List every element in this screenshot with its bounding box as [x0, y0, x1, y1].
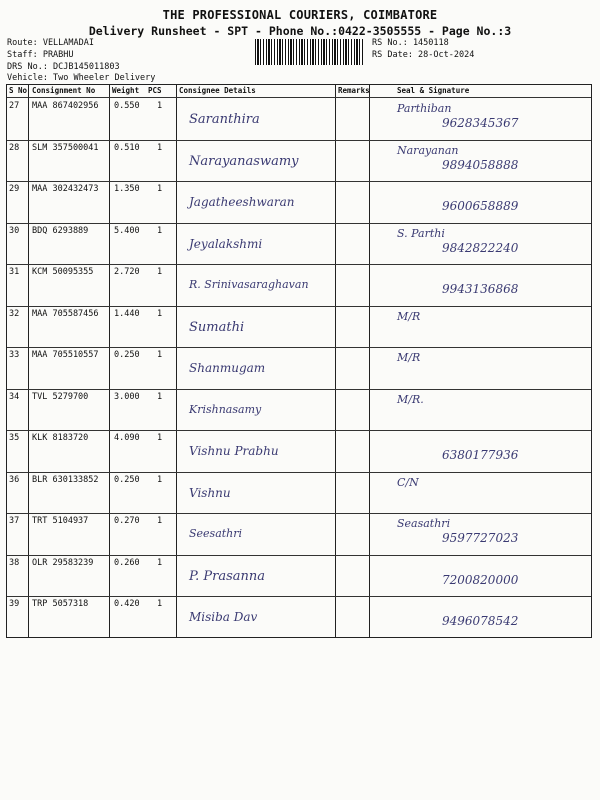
col-remarks-header: Remarks	[338, 86, 370, 95]
weight-value: 1.440	[114, 308, 140, 319]
receiver-phone-handwriting: 6380177936	[442, 448, 519, 462]
weight-value: 0.550	[114, 101, 140, 111]
col-consignee-header: Consignee Details	[179, 86, 256, 95]
consignee-handwriting: Shanmugam	[189, 361, 266, 375]
seal-signature-handwriting: Seasathri	[397, 517, 451, 530]
pieces-count: 1	[157, 599, 163, 609]
rs-date: RS Date: 28-Oct-2024	[372, 50, 475, 60]
weight-value: 4.090	[114, 433, 140, 443]
consignment-number: MAA 705587456	[32, 308, 99, 319]
consignment-number: TVL 5279700	[32, 391, 89, 402]
consignee-handwriting: Seesathri	[189, 527, 243, 540]
pieces-count: 1	[157, 101, 163, 111]
consignee-handwriting: Vishnu Prabhu	[189, 444, 279, 458]
row-serial-number: 37	[9, 516, 20, 526]
consignment-number: BLR 630133852	[32, 474, 99, 485]
consignee-handwriting: Narayanaswamy	[189, 153, 299, 169]
row-divider	[7, 347, 591, 348]
row-divider	[7, 389, 591, 390]
row-serial-number: 38	[9, 557, 20, 568]
row-serial-number: 29	[9, 184, 20, 194]
row-serial-number: 35	[9, 433, 20, 443]
pieces-count: 1	[157, 267, 163, 277]
weight-value: 0.250	[114, 350, 140, 360]
staff-label: Staff: PRABHU	[7, 50, 74, 60]
weight-value: 5.400	[114, 225, 140, 236]
consignment-number: KCM 50095355	[32, 267, 94, 277]
pieces-count: 1	[157, 142, 163, 153]
route-label: Route: VELLAMADAI	[7, 38, 94, 48]
col-weight-header: Weight	[112, 86, 140, 95]
consignment-number: SLM 357500041	[32, 142, 99, 153]
receiver-phone-handwriting: 9943136868	[442, 282, 519, 296]
row-divider	[7, 181, 591, 182]
pieces-count: 1	[157, 225, 163, 236]
consignment-number: TRP 5057318	[32, 599, 89, 609]
consignment-number: MAA 705510557	[32, 350, 99, 360]
pieces-count: 1	[157, 184, 163, 194]
rs-number: RS No.: 1450118	[372, 38, 449, 48]
row-divider	[7, 596, 591, 597]
receiver-phone-handwriting: 9600658889	[442, 199, 519, 213]
col-seal-header: Seal & Signature	[397, 86, 470, 95]
weight-value: 3.000	[114, 391, 140, 402]
seal-signature-handwriting: C/N	[397, 475, 419, 489]
consignee-handwriting: Jeyalakshmi	[189, 236, 263, 251]
consignment-number: TRT 5104937	[32, 516, 89, 526]
weight-value: 2.720	[114, 267, 140, 277]
drs-number: DRS No.: DCJB145011803	[7, 62, 120, 72]
receiver-phone-handwriting: 9842822240	[442, 240, 519, 255]
vehicle-label: Vehicle: Two Wheeler Delivery	[7, 73, 156, 83]
row-serial-number: 34	[9, 391, 20, 402]
pieces-count: 1	[157, 557, 163, 568]
consignment-number: KLK 8183720	[32, 433, 89, 443]
seal-signature-handwriting: M/R.	[397, 392, 424, 406]
consignment-number: MAA 302432473	[32, 184, 99, 194]
receiver-phone-handwriting: 7200820000	[442, 572, 519, 587]
row-divider	[7, 555, 591, 556]
row-serial-number: 31	[9, 267, 20, 277]
consignee-handwriting: Jagatheeshwaran	[189, 195, 295, 209]
consignee-handwriting: R. Srinivasaraghavan	[189, 278, 309, 291]
row-serial-number: 32	[9, 308, 20, 319]
receiver-phone-handwriting: 9894058888	[442, 157, 519, 172]
weight-value: 1.350	[114, 184, 140, 194]
col-pcs-header: PCS	[148, 86, 162, 95]
row-serial-number: 39	[9, 599, 20, 609]
row-divider	[7, 140, 591, 141]
consignee-handwriting: Misiba Dav	[189, 610, 258, 624]
row-divider	[7, 306, 591, 307]
consignment-number: MAA 867402956	[32, 101, 99, 111]
seal-signature-handwriting: M/R	[397, 309, 421, 323]
barcode-image	[255, 39, 363, 65]
pieces-count: 1	[157, 350, 163, 360]
consignee-handwriting: Krishnasamy	[189, 402, 262, 416]
weight-value: 0.260	[114, 557, 140, 568]
consignment-number: BDQ 6293889	[32, 225, 89, 236]
weight-value: 0.510	[114, 142, 140, 153]
row-divider	[7, 430, 591, 431]
consignee-handwriting: Sumathi	[189, 319, 245, 335]
weight-value: 0.420	[114, 599, 140, 609]
consignee-handwriting: P. Prasanna	[189, 568, 266, 584]
receiver-phone-handwriting: 9496078542	[442, 614, 519, 628]
col-sno-header: S No	[9, 86, 28, 95]
row-divider	[7, 513, 591, 514]
weight-value: 0.250	[114, 474, 140, 485]
weight-value: 0.270	[114, 516, 140, 526]
consignee-handwriting: Saranthira	[189, 112, 260, 127]
row-serial-number: 28	[9, 142, 20, 153]
row-divider	[7, 472, 591, 473]
col-consignment-header: Consignment No	[32, 86, 96, 95]
report-subtitle: Delivery Runsheet - SPT - Phone No.:0422-3505555 - Page No.:3	[88, 24, 512, 38]
pieces-count: 1	[157, 433, 163, 443]
receiver-phone-handwriting: 9628345367	[442, 116, 519, 130]
row-divider	[7, 264, 591, 265]
consignment-number: OLR 29583239	[32, 557, 94, 568]
row-serial-number: 36	[9, 474, 20, 485]
seal-signature-handwriting: M/R	[397, 351, 421, 364]
receiver-phone-handwriting: 9597727023	[442, 531, 519, 545]
pieces-count: 1	[157, 474, 163, 485]
pieces-count: 1	[157, 391, 163, 402]
seal-signature-handwriting: Parthiban	[397, 102, 452, 115]
consignee-handwriting: Vishnu	[189, 485, 231, 500]
pieces-count: 1	[157, 516, 163, 526]
row-serial-number: 27	[9, 101, 20, 111]
report-title: THE PROFESSIONAL COURIERS, COIMBATORE	[162, 8, 438, 22]
runsheet-table	[6, 84, 592, 638]
row-divider	[7, 223, 591, 224]
seal-signature-handwriting: S. Parthi	[397, 226, 445, 240]
seal-signature-handwriting: Narayanan	[397, 143, 459, 157]
pieces-count: 1	[157, 308, 163, 319]
row-serial-number: 30	[9, 225, 20, 236]
row-serial-number: 33	[9, 350, 20, 360]
